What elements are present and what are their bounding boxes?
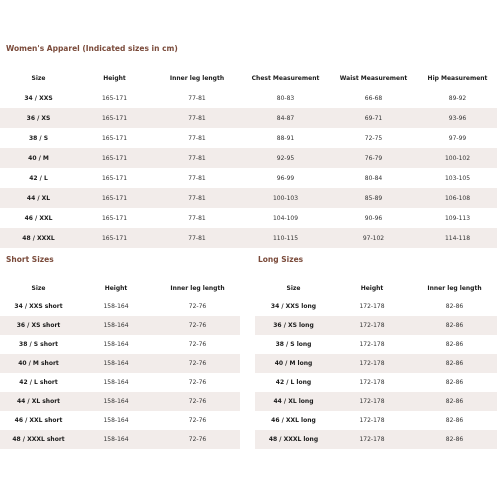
table-row <box>0 228 497 248</box>
column-header: Hip Measurement <box>427 74 488 82</box>
size-cell: 40 / M <box>0 148 77 168</box>
size-cell: 36 / XS long <box>255 316 332 335</box>
measurement-cell: 158-164 <box>77 430 155 449</box>
column-header: Inner leg length <box>170 284 225 292</box>
measurement-cell: 72-76 <box>155 430 240 449</box>
measurement-cell: 84-87 <box>242 108 329 128</box>
measurement-cell: 77-81 <box>188 174 206 182</box>
measurement-cell: 172-178 <box>359 341 385 348</box>
measurement-cell: 172-178 <box>359 303 385 310</box>
measurement-cell: 89-92 <box>448 94 467 102</box>
measurement-cell: 158-164 <box>77 316 155 335</box>
womens-size-table <box>0 68 497 248</box>
measurement-cell: 77-81 <box>152 148 242 168</box>
measurement-cell: 165-171 <box>101 214 128 222</box>
measurement-cell: 82-86 <box>445 417 464 424</box>
column-header: Size <box>286 284 301 292</box>
column-header: Inner leg length <box>169 74 225 82</box>
measurement-cell: 66-68 <box>364 94 383 102</box>
table-row <box>255 392 497 411</box>
measurement-cell: 109-113 <box>444 214 471 222</box>
short-header-row <box>0 279 240 297</box>
long-header-row <box>255 279 497 297</box>
short-section-title: Short Sizes <box>6 255 54 264</box>
table-row <box>255 335 497 354</box>
size-cell: 36 / XS short <box>0 316 77 335</box>
table-row <box>0 373 240 392</box>
measurement-cell: 82-86 <box>412 354 497 373</box>
column-header: Waist Measurement <box>339 74 408 82</box>
table-row <box>0 88 497 108</box>
measurement-cell: 165-171 <box>101 134 128 142</box>
measurement-cell: 165-171 <box>77 148 152 168</box>
measurement-cell: 72-76 <box>188 303 207 310</box>
measurement-cell: 69-71 <box>329 108 418 128</box>
table-row <box>0 168 497 188</box>
measurement-cell: 100-103 <box>242 188 329 208</box>
measurement-cell: 104-109 <box>272 214 299 222</box>
table-row <box>0 108 497 128</box>
measurement-cell: 103-105 <box>444 174 471 182</box>
table-row <box>0 297 240 316</box>
table-row <box>255 354 497 373</box>
measurement-cell: 97-99 <box>448 134 467 142</box>
womens-section-title: Women's Apparel (Indicated sizes in cm) <box>6 44 178 53</box>
measurement-cell: 158-164 <box>103 379 129 386</box>
size-cell: 34 / XXS <box>24 94 53 102</box>
table-row <box>0 128 497 148</box>
column-header: Height <box>104 284 128 292</box>
short-size-table <box>0 279 240 449</box>
measurement-cell: 72-76 <box>188 379 207 386</box>
column-header: Inner leg length <box>427 284 482 292</box>
measurement-cell: 172-178 <box>332 316 412 335</box>
column-header: Size <box>31 284 46 292</box>
column-header: Size <box>31 74 46 82</box>
measurement-cell: 172-178 <box>332 430 412 449</box>
size-cell: 34 / XXS long <box>270 303 317 310</box>
measurement-cell: 97-102 <box>329 228 418 248</box>
long-section-title: Long Sizes <box>258 255 304 264</box>
measurement-cell: 85-89 <box>329 188 418 208</box>
measurement-cell: 82-86 <box>445 379 464 386</box>
measurement-cell: 165-171 <box>101 94 128 102</box>
measurement-cell: 165-171 <box>77 108 152 128</box>
measurement-cell: 82-86 <box>445 341 464 348</box>
measurement-cell: 172-178 <box>332 354 412 373</box>
table-row <box>0 392 240 411</box>
table-row <box>0 188 497 208</box>
column-header: Chest Measurement <box>251 74 320 82</box>
measurement-cell: 72-76 <box>155 316 240 335</box>
measurement-cell: 158-164 <box>103 417 129 424</box>
size-cell: 46 / XXL <box>24 214 53 222</box>
table-row <box>255 430 497 449</box>
size-cell: 46 / XXL short <box>14 417 63 424</box>
measurement-cell: 72-76 <box>188 341 207 348</box>
measurement-cell: 96-99 <box>276 174 295 182</box>
table-row <box>255 373 497 392</box>
size-cell: 44 / XL <box>0 188 77 208</box>
measurement-cell: 77-81 <box>188 94 206 102</box>
table-row <box>0 148 497 168</box>
long-size-table <box>255 279 497 449</box>
measurement-cell: 82-86 <box>445 303 464 310</box>
size-cell: 42 / L <box>29 174 48 182</box>
table-row <box>0 430 240 449</box>
column-header: Height <box>360 284 384 292</box>
measurement-cell: 77-81 <box>152 108 242 128</box>
size-cell: 36 / XS <box>0 108 77 128</box>
measurement-cell: 82-86 <box>412 392 497 411</box>
table-row <box>255 297 497 316</box>
measurement-cell: 80-84 <box>364 174 383 182</box>
measurement-cell: 76-79 <box>329 148 418 168</box>
measurement-cell: 82-86 <box>412 316 497 335</box>
size-cell: 40 / M long <box>255 354 332 373</box>
table-row <box>0 208 497 228</box>
measurement-cell: 77-81 <box>152 188 242 208</box>
measurement-cell: 77-81 <box>152 228 242 248</box>
measurement-cell: 172-178 <box>332 392 412 411</box>
measurement-cell: 165-171 <box>77 228 152 248</box>
table-row <box>0 335 240 354</box>
measurement-cell: 72-76 <box>155 354 240 373</box>
table-row <box>255 316 497 335</box>
measurement-cell: 165-171 <box>101 174 128 182</box>
measurement-cell: 77-81 <box>188 134 206 142</box>
size-cell: 38 / S <box>28 134 49 142</box>
womens-header-row <box>0 68 497 88</box>
size-cell: 48 / XXXL long <box>255 430 332 449</box>
size-cell: 42 / L short <box>19 379 58 386</box>
size-cell: 34 / XXS short <box>14 303 63 310</box>
measurement-cell: 158-164 <box>103 341 129 348</box>
measurement-cell: 100-102 <box>418 148 497 168</box>
size-cell: 38 / S long <box>275 341 312 348</box>
size-cell: 48 / XXXL short <box>0 430 77 449</box>
size-cell: 40 / M short <box>0 354 77 373</box>
size-cell: 38 / S short <box>19 341 58 348</box>
measurement-cell: 158-164 <box>103 303 129 310</box>
size-cell: 44 / XL short <box>0 392 77 411</box>
measurement-cell: 93-96 <box>418 108 497 128</box>
table-row <box>0 354 240 373</box>
measurement-cell: 72-75 <box>364 134 383 142</box>
size-cell: 42 / L long <box>275 379 312 386</box>
size-cell: 46 / XXL long <box>271 417 316 424</box>
measurement-cell: 172-178 <box>359 379 385 386</box>
measurement-cell: 158-164 <box>77 392 155 411</box>
measurement-cell: 165-171 <box>77 188 152 208</box>
measurement-cell: 82-86 <box>412 430 497 449</box>
measurement-cell: 72-76 <box>188 417 207 424</box>
measurement-cell: 77-81 <box>188 214 206 222</box>
measurement-cell: 158-164 <box>77 354 155 373</box>
measurement-cell: 80-83 <box>276 94 295 102</box>
measurement-cell: 72-76 <box>155 392 240 411</box>
measurement-cell: 88-91 <box>276 134 295 142</box>
measurement-cell: 114-118 <box>418 228 497 248</box>
table-row <box>0 316 240 335</box>
column-header: Height <box>103 74 126 82</box>
measurement-cell: 172-178 <box>359 417 385 424</box>
size-cell: 48 / XXXL <box>0 228 77 248</box>
measurement-cell: 92-95 <box>242 148 329 168</box>
table-row <box>0 411 240 430</box>
measurement-cell: 110-115 <box>242 228 329 248</box>
measurement-cell: 90-96 <box>364 214 383 222</box>
measurement-cell: 106-108 <box>418 188 497 208</box>
table-row <box>255 411 497 430</box>
size-cell: 44 / XL long <box>255 392 332 411</box>
